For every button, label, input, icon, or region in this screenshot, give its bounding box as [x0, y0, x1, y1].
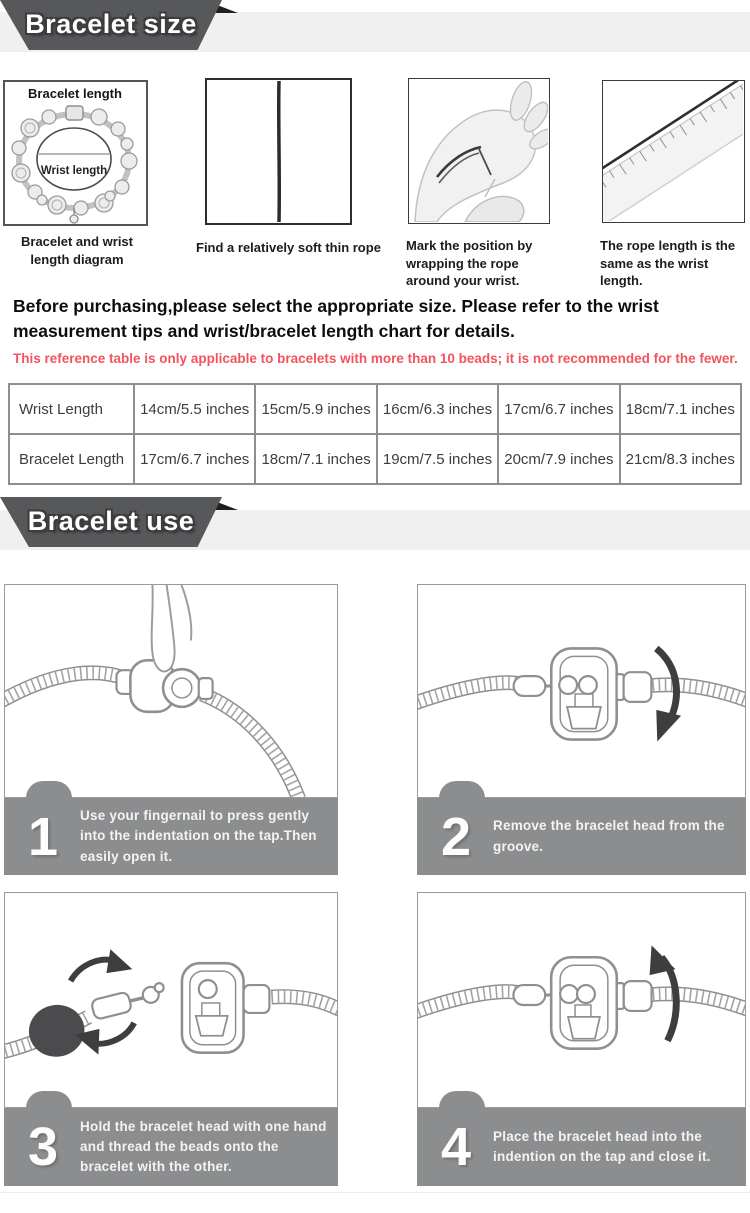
clasp-close-icon — [418, 893, 745, 1107]
svg-text:Wrist length: Wrist length — [40, 165, 108, 177]
row-header-wrist: Wrist Length — [9, 384, 134, 434]
clasp-press-icon — [5, 585, 337, 797]
banner-bracelet-size-label: Bracelet size — [25, 9, 197, 39]
clasp-close-illustration — [417, 892, 746, 1108]
step-text-4: Place the bracelet head into the indention on the tap and close it. — [493, 1128, 711, 1164]
step-bar-bump — [439, 781, 485, 798]
figure-caption-mark: Mark the position by wrapping the rope around your wrist. — [406, 238, 533, 289]
table-row-wrist — [9, 384, 741, 434]
bottom-divider — [0, 1192, 750, 1193]
use-step-panel-2 — [417, 584, 746, 875]
table-cell: 18cm/7.1 inches — [620, 384, 741, 434]
bracelet-diagram-icon — [5, 82, 146, 224]
table-cell: 20cm/7.9 inches — [498, 434, 619, 484]
banner-bracelet-use-label: Bracelet use — [27, 506, 195, 536]
bead-thread-icon — [5, 893, 337, 1107]
step-bar-4 — [417, 1108, 746, 1186]
svg-text:Bracelet length: Bracelet length — [28, 86, 122, 101]
size-selection-note: Before purchasing,please select the appropriate size. Please refer to the wrist measurement tips and wrist/bracelet length chart for details. — [13, 296, 659, 341]
table-cell: 21cm/8.3 inches — [620, 434, 741, 484]
table-cell: 19cm/7.5 inches — [377, 434, 498, 484]
step-text-1: Use your fingernail to press gently into the indentation on the tap.Then easily open it. — [80, 808, 317, 864]
step-number-2: 2 — [441, 806, 472, 867]
table-cell: 14cm/5.5 inches — [134, 384, 255, 434]
step-number-3: 3 — [28, 1117, 59, 1177]
figure-ruler — [602, 80, 745, 223]
step-text-2: Remove the bracelet head from the groove. — [493, 818, 725, 854]
figure-caption-ruler: The rope length is the same as the wrist length. — [600, 238, 736, 289]
clasp-remove-icon — [418, 585, 745, 797]
wrist-wrap-icon — [409, 79, 548, 222]
use-step-panel-3 — [4, 892, 338, 1186]
step-number-4: 4 — [441, 1117, 472, 1177]
clasp-remove-illustration — [417, 584, 746, 798]
table-cell: 17cm/6.7 inches — [134, 434, 255, 484]
step-number-1: 1 — [28, 806, 59, 867]
row-header-bracelet: Bracelet Length — [9, 434, 134, 484]
figure-wrist-wrap — [408, 78, 550, 224]
step-bar-1 — [4, 798, 338, 875]
table-row-bracelet — [9, 434, 741, 484]
table-cell: 15cm/5.9 inches — [255, 384, 376, 434]
table-cell: 17cm/6.7 inches — [498, 384, 619, 434]
step-bar-bump — [26, 781, 72, 798]
bead-thread-illustration — [4, 892, 338, 1108]
table-cell: 18cm/7.1 inches — [255, 434, 376, 484]
size-table — [8, 383, 742, 485]
table-cell: 16cm/6.3 inches — [377, 384, 498, 434]
figure-thin-rope — [205, 78, 352, 225]
use-step-panel-1 — [4, 584, 338, 875]
step-text-3: Hold the bracelet head with one hand and thread the beads onto the bracelet with the other. — [80, 1118, 327, 1175]
figure-caption-diagram: Bracelet and wrist length diagram — [21, 234, 133, 267]
step-bar-bump — [439, 1091, 485, 1108]
step-bar-bump — [26, 1091, 72, 1108]
size-warning-note: This reference table is only applicable to bracelets with more than 10 beads; it is not recommended for the fewer. — [13, 351, 738, 366]
ruler-icon — [603, 81, 743, 221]
step-bar-2 — [417, 798, 746, 875]
step-bar-3 — [4, 1108, 338, 1186]
figure-caption-rope: Find a relatively soft thin rope — [196, 240, 381, 255]
clasp-press-illustration — [4, 584, 338, 798]
use-step-panel-4 — [417, 892, 746, 1186]
figure-bracelet-diagram — [3, 80, 148, 226]
thin-rope-icon — [207, 80, 350, 223]
